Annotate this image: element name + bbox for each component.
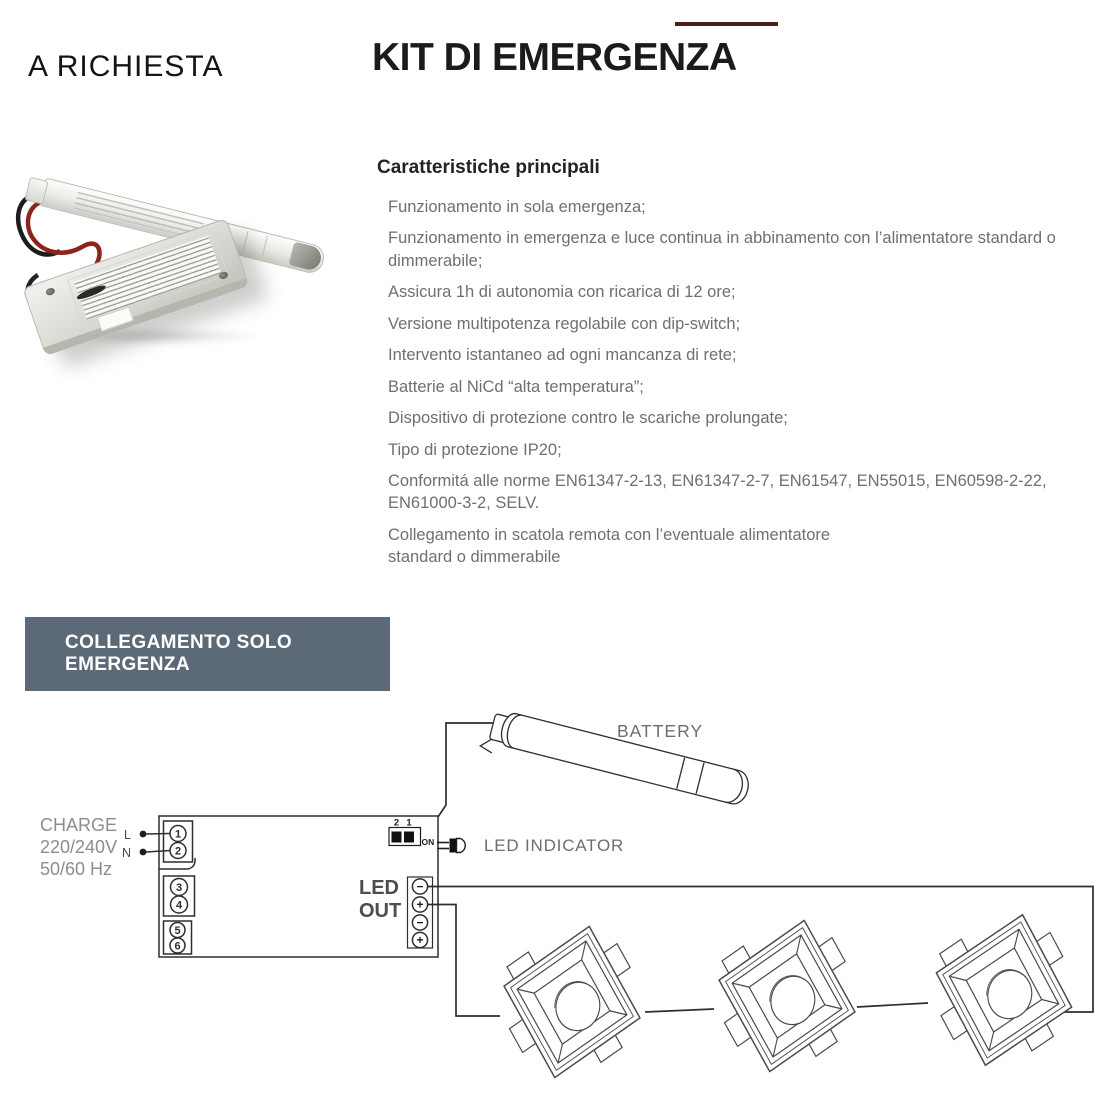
wire-l [146, 834, 170, 835]
battery-drawing [479, 707, 752, 816]
terminal-number: 6 [174, 940, 181, 953]
terminal-number: 1 [174, 828, 182, 841]
charge-frequency-label: 50/60 Hz [40, 859, 113, 879]
fixture-link-wire [645, 1009, 714, 1012]
polarity-symbol: + [416, 933, 424, 947]
battery-label: BATTERY [617, 721, 704, 741]
wire-l-dot [140, 831, 147, 838]
fixture-drawing [916, 893, 1091, 1086]
feature-item: Tipo di protezione IP20; [388, 440, 562, 459]
led-out-label-line1: LED [359, 877, 399, 899]
fixture-link-wire [857, 1003, 928, 1007]
line-n-label: N [121, 846, 131, 860]
section-header-label: COLLEGAMENTO SOLO EMERGENZA [65, 632, 293, 675]
line-l-label: L [124, 828, 131, 842]
wire-n-dot [140, 849, 147, 856]
polarity-symbol: + [416, 897, 424, 912]
led-out-plus-wire [428, 905, 500, 1017]
fixtures [484, 893, 1091, 1099]
fixture-drawing [484, 905, 660, 1099]
polarity-symbol: − [416, 915, 424, 930]
wire-n [146, 851, 170, 853]
feature-item: Conformitá alle norme EN61347-2-13, EN61347-2-7, EN61547, EN55015, EN60598-2-22, EN61000-3-2, SELV. [388, 471, 1047, 513]
polarity-symbol: − [416, 879, 424, 894]
page-title: KIT DI EMERGENZA [372, 36, 737, 79]
feature-item: Assicura 1h di autonomia con ricarica di 12 ore; [388, 283, 736, 302]
dip-position-1: 1 [406, 817, 412, 829]
features-heading: Caratteristiche principali [377, 157, 600, 178]
feature-item: Intervento istantaneo ad ogni mancanza di rete; [388, 346, 737, 365]
led-out-label-line2: OUT [359, 900, 402, 922]
terminal-number: 2 [174, 845, 182, 858]
terminal-number: 3 [175, 882, 183, 894]
fixture-drawing [699, 899, 875, 1093]
dip-switch [389, 818, 434, 848]
feature-item: Dispositivo di protezione contro le scariche prolungate; [388, 409, 788, 428]
charge-voltage-label: 220/240V [40, 837, 118, 857]
led-indicator-icon [437, 839, 465, 853]
feature-item: Funzionamento in sola emergenza; [388, 198, 646, 216]
feature-item: Versione multipotenza regolabile con dip-switch; [388, 314, 741, 333]
eyebrow-label: A RICHIESTA [28, 50, 224, 83]
terminal-number: 5 [174, 925, 181, 937]
feature-item: Collegamento in scatola remota con l’eventuale alimentatore standard o dimmerabile [388, 525, 831, 567]
dip-on-label: ON [421, 837, 435, 847]
charge-label: CHARGE [40, 815, 118, 835]
feature-item: Batterie al NiCd “alta temperatura”; [388, 377, 644, 396]
unit-notch [159, 858, 195, 869]
led-indicator-label: LED INDICATOR [484, 836, 625, 855]
terminal-number: 4 [175, 899, 183, 912]
feature-item: Funzionamento in emergenza e luce continua in abbinamento con l’alimentatore standard o dimmerabile; [388, 229, 1056, 270]
dip-position-2: 2 [393, 817, 400, 829]
